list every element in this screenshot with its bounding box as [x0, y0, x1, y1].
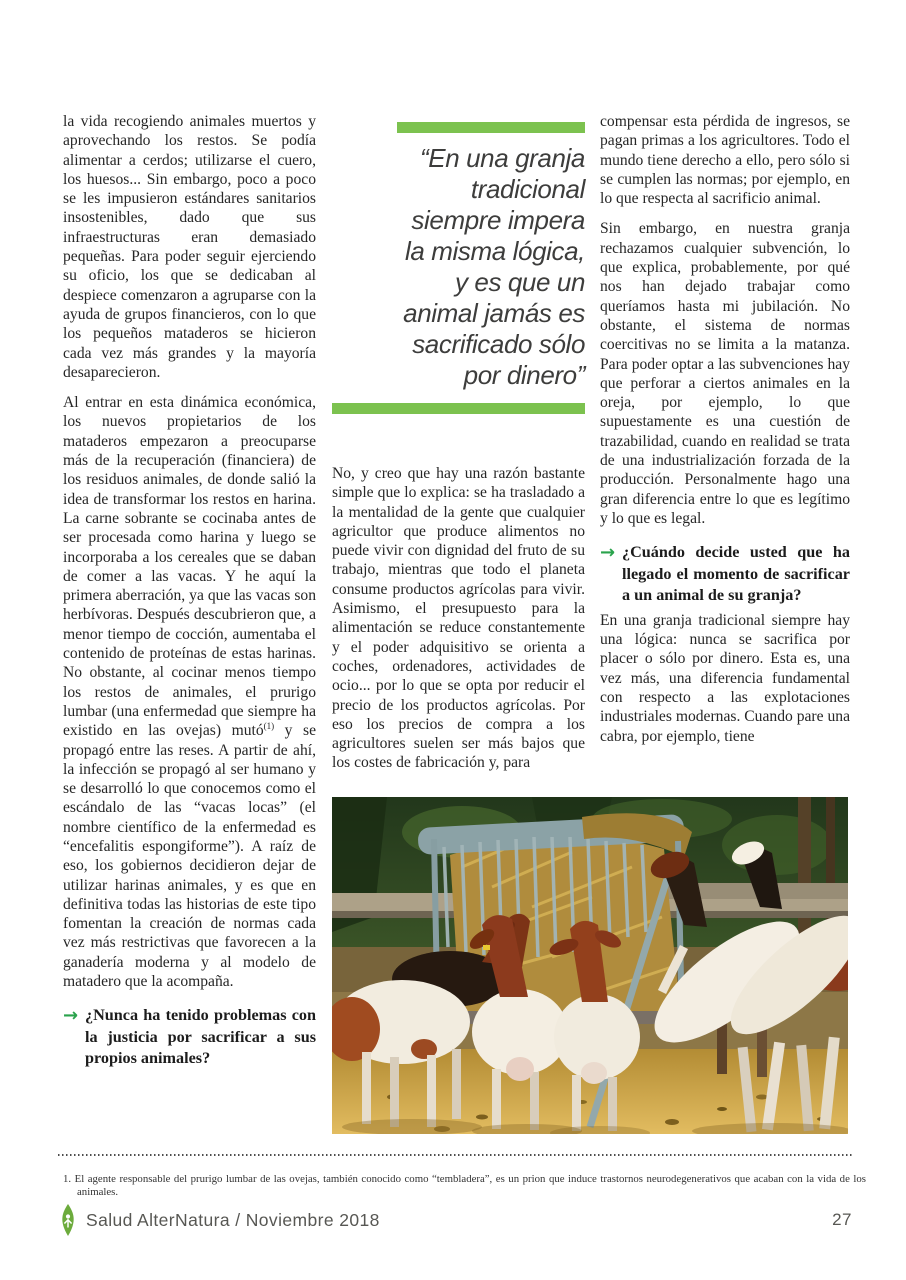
footnote-marker: (1) [263, 721, 275, 732]
paragraph: No, y creo que hay una razón bastante simple que lo explica: se ha trasladado a la mentalidad de la gente que cualquier agricultor que produce alimentos no puede vivir con dignidad del fruto de su trabajo, mientras que todo el planeta consume productos agrícolas para vivir. Asimismo, el presupuesto para la alimentación se reduce constantemente y el poder adquisitivo se orienta a coches, ordenadores, actividades de ocio... por lo que se opta por reducir el precio de los productos agrícolas. Por eso los precios de compra a los agricultores suelen ser más bajos que los costes de fabricación y, para [332, 465, 585, 772]
pull-quote [332, 112, 585, 414]
question-2-text: ¿Cuándo decide usted que ha llegado el momento de sacrificar a un animal de su granja? [622, 543, 850, 605]
question-2 [600, 542, 850, 607]
magazine-title: Salud AlterNatura / Noviembre 2018 [86, 1209, 380, 1230]
paragraph: Sin embargo, en nuestra granja rechazamos cualquier subvención, lo que explica, probablemente, por qué nos han dejado trabajar como queríamos hasta mi jubilación. No obstante, el sistema de normas coercitivas no se limita a la matanza. Para poder optar a las subvenciones hay que perforar a ciertos animales en la oreja, por ejemplo, lo que supuestamente es una cuestión de trazabilidad, cuando en realidad se trata de una industrialización forzada de la producción. Personalmente hago una gran diferencia entre lo que es legítimo y lo que es legal. [600, 220, 850, 527]
quote-line: siempre impera [411, 205, 585, 235]
quote-line: animal jamás es [403, 298, 585, 328]
paragraph: la vida recogiendo animales muertos y aprovechando los restos. Se podía alimentar a cerdos; utilizarse el cuero, los huesos... Sin embargo, poco a poco se les impusieron estándares sanitarios insostenibles, dado que sus infraestructuras eran demasiado pequeñas. Para poder seguir ejerciendo su oficio, los que se dedicaban al despiece comenzaron a agruparse con la ayuda de grupos financieros, con lo que los pequeños mataderos se hicieron cada vez más grandes y la mayoría desaparecieron. [63, 113, 316, 381]
goats-photo [332, 797, 848, 1134]
quote-line: y es que un [454, 267, 585, 297]
paragraph-text: y se propagó entre las reses. A partir de ahí, la infección se propagó al ser humano y se desarrolló lo que conocemos como el escándalo de las “vacas locas” (el nombre científico de la enfermedad es “encefalitis espongiforme”). A raíz de eso, los gobiernos decidieron dejar de utilizar harinas animales, y es que en definitiva todas las historias de este tipo fomentan la creación de normas cada vez más restrictivas que favorecen a la ganadería moderna y al modelo de matadero que la acompaña. [63, 722, 316, 991]
quote-line: por dinero” [463, 360, 585, 390]
page-number: 27 [832, 1210, 852, 1229]
page-footer [58, 1202, 852, 1238]
arrow-right-icon: → [63, 1005, 79, 1027]
footnote: 1. El agente responsable del prurigo lumbar de las ovejas, también conocido como “tembladera”, es un prion que induce trastornos neurodegenerativos que acaban con la vida de los animales. [63, 1172, 866, 1199]
column-2 [332, 112, 585, 773]
paragraph: En una granja tradicional siempre hay una lógica: nunca se sacrifica por placer o sólo por dinero. Esta es, una vez más, una diferencia fundamental con respecto a las explotaciones industriales modernas. Cuando pare una cabra, por ejemplo, tiene [600, 611, 850, 745]
quote-line: tradicional [470, 174, 585, 204]
quote-line: sacrificado sólo [412, 329, 585, 359]
question-1-text: ¿Nunca ha tenido problemas con la justicia por sacrificar a sus propios animales? [85, 1006, 316, 1068]
goats-photo-illustration [332, 797, 848, 1134]
column-1 [63, 112, 316, 1070]
column-3 [600, 112, 850, 746]
paragraph-text: Al entrar en esta dinámica económica, los nuevos propietarios de los mataderos empezaron a preocuparse más de la recuperación (financiera) de los residuos animales, de donde salió la idea de transformar los restos en harina. La carne sobrante se cocinaba antes de ser procesada como harina y luego se incorporaba a los cereales que se daban de comer a las vacas. Y he aquí la primera aberración, ya que las vacas son herbívoras. Después descubrieron que, a menor tiempo de cocción, aumentaba el contenido de proteínas de estas harinas. No obstante, al cocinar menos tiempo los restos de animales, el prurigo lumbar (una enfermedad que siempre ha existido en las ovejas) mutó [63, 394, 316, 740]
question-1 [63, 1005, 316, 1070]
quote-bottom-bar [332, 403, 585, 414]
paragraph: compensar esta pérdida de ingresos, se pagan primas a los agricultores. Todo el mundo tiene derecho a ello, pero sólo si se cumplen las normas; por ejemplo, en lo que respecta al sacrificio animal. [600, 113, 850, 208]
brand [58, 1204, 832, 1236]
arrow-right-icon: → [600, 542, 616, 564]
paragraph [63, 393, 316, 991]
leaf-logo-icon [58, 1204, 78, 1236]
footnote-divider [58, 1154, 852, 1156]
quote-top-bar [397, 122, 585, 133]
quote-line: la misma lógica, [405, 236, 585, 266]
quote-line: “En una granja [420, 143, 585, 173]
pull-quote-text [332, 143, 585, 391]
